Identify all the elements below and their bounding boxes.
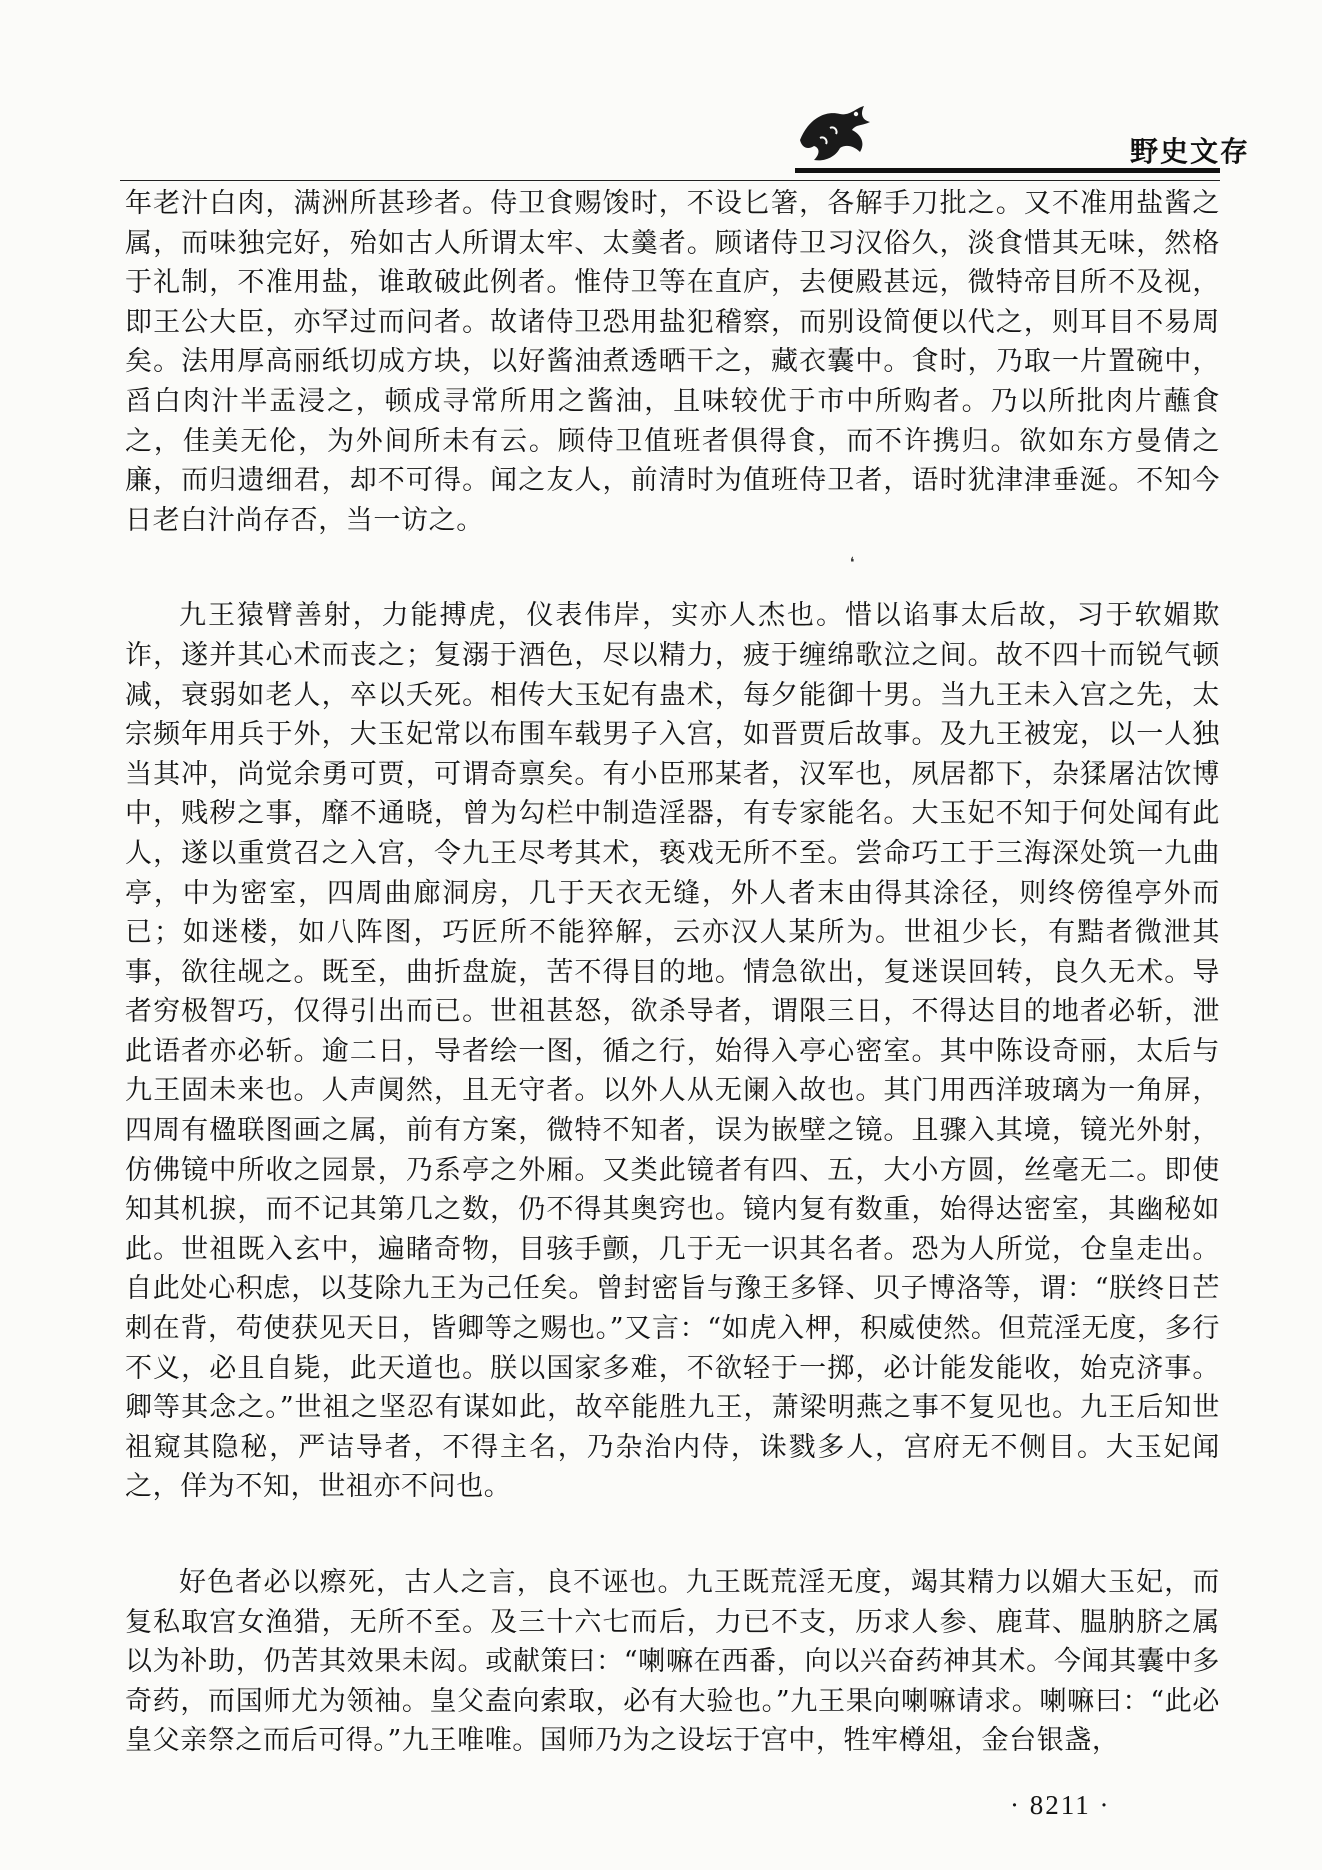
series-title: 野史文存 bbox=[1130, 135, 1251, 168]
main-text bbox=[125, 184, 1220, 1761]
paragraph-1: 年老汁白肉，满洲所甚珍者。侍卫食赐馂时，不设匕箸，各解手刀批之。又不准用盐酱之属，而味独完好，殆如古人所谓太牢、太羹者。顾诸侍卫习汉俗久，淡食惜其无味，然格于礼制，不准用盐，谁敢破此例者。惟侍卫等在直庐，去便殿甚远，微特帝目所不及视，即王公大臣，亦罕过而问者。故诸侍卫恐用盐犯稽察，而别设简便以代之，则耳目不易周矣。法用厚高丽纸切成方块，以好酱油煮透晒干之，藏衣囊中。食时，乃取一片置碗中，舀白肉汁半盂浸之，顿成寻常所用之酱油，且味较优于市中所购者。乃以所批肉片蘸食之，佳美无伦，为外间所未有云。顾侍卫值班者俱得食，而不许携归。欲如东方曼倩之廉，而归遗细君，却不可得。闻之友人，前清时为值班侍卫者，语时犹津津垂涎。不知今日老白汁尚存否，当一访之。 bbox=[125, 188, 1220, 536]
header-thick-rule bbox=[795, 168, 1220, 173]
ink-speck: ❛ bbox=[850, 555, 855, 571]
running-header bbox=[0, 0, 1322, 172]
paragraph-3: 好色者必以瘵死，古人之言，良不诬也。九王既荒淫无度，竭其精力以媚大玉妃，而复私取宫女渔猎，无所不至。及三十六七而后，力已不支，历求人参、鹿茸、腽肭脐之属以为补助，仍苦其效果未闳。或献策曰：“喇嘛在西番，向以兴奋药神其术。今闻其囊中多奇药，而国师尤为领袖。皇父盍向索取，必有大验也。”九王果向喇嘛请求。喇嘛曰：“此必皇父亲祭之而后可得。”九王唯唯。国师乃为之设坛于宫中，牲牢樽俎，金台银盏， bbox=[125, 1567, 1220, 1757]
dragon-emblem-icon bbox=[790, 100, 880, 168]
paragraph-gap bbox=[125, 1507, 1220, 1563]
header-thin-rule bbox=[120, 180, 1220, 181]
page-number: · 8211 · bbox=[1010, 1790, 1111, 1820]
paragraph-2: 九王猿臂善射，力能搏虎，仪表伟岸，实亦人杰也。惜以谄事太后故，习于软媚欺诈，遂并其心术而丧之；复溺于酒色，尽以精力，疲于缠绵歌泣之间。故不四十而锐气顿减，衰弱如老人，卒以夭死。相传大玉妃有蛊术，每夕能御十男。当九王未入宫之先，太宗频年用兵于外，大玉妃常以布围车载男子入宫，如晋贾后故事。及九王被宠，以一人独当其冲，尚觉余勇可贾，可谓奇禀矣。有小臣邢某者，汉军也，夙居都下，杂猱屠沽饮博中，贱秽之事，靡不通晓，曾为勾栏中制造淫器，有专家能名。大玉妃不知于何处闻有此人，遂以重赏召之入宫，令九王尽考其术，亵戏无所不至。尝命巧工于三海深处筑一九曲亭，中为密室，四周曲廊洞房，几于天衣无缝，外人者末由得其涂径，则终傍徨亭外而已；如迷楼，如八阵图，巧匠所不能猝解，云亦汉人某所为。世祖少长，有黠者微泄其事，欲往觇之。既至，曲折盘旋，苦不得目的地。情急欲出，复迷误回转，良久无术。导者穷极智巧，仅得引出而已。世祖甚怒，欲杀导者，谓限三日，不得达目的地者必斩，泄此语者亦必斩。逾二日，导者绘一图，循之行，始得入亭心密室。其中陈设奇丽，太后与九王固未来也。人声阒然，且无守者。以外人从无阑入故也。其门用西洋玻璃为一角屏，四周有楹联图画之属，前有方案，微特不知者，误为嵌壁之镜。且骤入其境，镜光外射，仿佛镜中所收之园景，乃系亭之外厢。又类此镜者有四、五，大小方圆，丝毫无二。即使知其机捩，而不记其第几之数，仍不得其奥窍也。镜内复有数重，始得达密室，其幽秘如此。世祖既入玄中，遍睹奇物，目骇手颤，几于无一识其名者。恐为人所觉，仓皇走出。自此处心积虑，以芟除九王为己任矣。曾封密旨与豫王多铎、贝子博洛等，谓：“朕终日芒刺在背，苟使获见天日，皆卿等之赐也。”又言：“如虎入柙，积威使然。但荒淫无度，多行不义，必且自毙，此天道也。朕以国家多难，不欲轻于一掷，必计能发能收，始克济事。卿等其念之。”世祖之坚忍有谋如此，故卒能胜九王，萧梁明燕之事不复见也。九王后知世祖窥其隐秘，严诘导者，不得主名，乃杂治内侍，诛戮多人，宫府无不侧目。大玉妃闻之，佯为不知，世祖亦不问也。 bbox=[125, 600, 1220, 1503]
paragraph-gap bbox=[125, 540, 1220, 596]
